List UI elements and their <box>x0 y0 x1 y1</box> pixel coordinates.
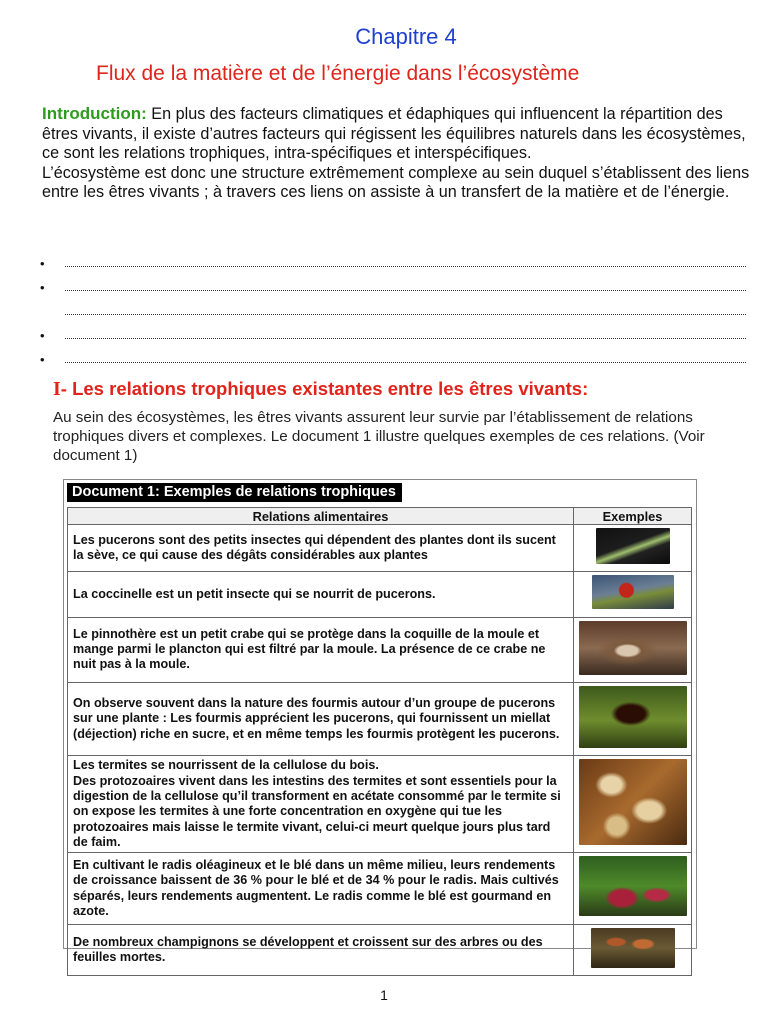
page-number: 1 <box>380 987 388 1003</box>
dotted-answer-line <box>65 290 746 291</box>
section-heading-text: - Les relations trophiques existantes entre les êtres vivants: <box>60 378 589 399</box>
bullet-marker: • <box>40 328 45 343</box>
bullet-line <box>40 256 752 280</box>
bullet-line <box>40 328 752 352</box>
table-row <box>68 617 692 682</box>
bullet-line <box>40 352 752 376</box>
termites-photo <box>579 759 687 845</box>
example-cell <box>574 682 692 755</box>
relation-text: En cultivant le radis oléagineux et le blé dans un même milieu, leurs rendements de croissance baissent de 36 % pour le blé et de 34 % pour le radis. Mais cultivés séparés, leurs rendements augmentent. Le radis comme le blé est gourmand en azote. <box>68 853 574 924</box>
introduction-paragraph-1 <box>42 104 760 164</box>
mushrooms-photo <box>591 928 675 968</box>
relation-text: Les termites se nourrissent de la cellulose du bois. Des protozoaires vivent dans les intestins des termites et sont essentiels pour la digestion de la cellulose qu’il transforment en acétate consommé par le termite si on expose les termites à une forte concentration en oxygène qui tue les protozoaires mais laisse le termite vivant, celui-ci meurt quelque jours plus tard de faim. <box>68 756 574 853</box>
table-row <box>68 682 692 755</box>
example-cell <box>574 853 692 924</box>
dotted-answer-line <box>65 266 746 267</box>
radish-photo <box>579 856 687 916</box>
column-header-relations: Relations alimentaires <box>68 508 574 525</box>
introduction <box>42 104 760 203</box>
fill-in-bullet-list <box>40 256 752 376</box>
example-cell <box>574 924 692 975</box>
column-header-examples: Exemples <box>574 508 692 525</box>
section-paragraph: Au sein des écosystèmes, les êtres vivants assurent leur survie par l’établissement de relations trophiques divers et complexes. Le document 1 illustre quelques exemples de ces relations. (Voir document 1) <box>53 409 705 464</box>
document-1 <box>63 479 697 964</box>
dotted-answer-line <box>65 362 746 363</box>
section-heading <box>53 378 588 401</box>
bullet-marker: • <box>40 280 45 295</box>
table-header-row <box>68 508 692 525</box>
table-row <box>68 853 692 924</box>
example-cell <box>574 617 692 682</box>
introduction-label: Introduction: <box>42 104 147 123</box>
introduction-paragraph-2: L’écosystème est donc une structure extrêmement complexe au sein duquel s’établissent des liens entre les êtres vivants ; à travers ces liens on assiste à un transfert de la matière et de l’énergie. <box>42 163 750 201</box>
bullet-line <box>40 280 752 304</box>
bullet-line <box>40 304 752 328</box>
ant-aphids-photo <box>579 686 687 748</box>
dotted-answer-line <box>65 338 746 339</box>
bullet-marker: • <box>40 256 45 271</box>
bullet-marker: • <box>40 352 45 367</box>
example-cell <box>574 756 692 853</box>
aphids-photo <box>596 528 670 564</box>
relation-text: La coccinelle est un petit insecte qui se nourrit de pucerons. <box>68 572 574 617</box>
example-cell <box>574 572 692 617</box>
example-cell <box>574 525 692 572</box>
chapter-heading: Chapitre 4 <box>355 24 457 49</box>
relations-table <box>67 507 692 976</box>
ladybug-photo <box>592 575 674 609</box>
relation-text: Les pucerons sont des petits insectes qui dépendent des plantes dont ils sucent la sève, ce qui cause des dégâts considérables aux plantes <box>68 525 574 572</box>
relation-text: On observe souvent dans la nature des fourmis autour d’un groupe de pucerons sur une plante : Les fourmis apprécient les pucerons, qui fournissent un miellat (déjection) riche en sucre, et en même temps les fourmis protègent les pucerons. <box>68 682 574 755</box>
introduction-text-1: En plus des facteurs climatiques et édaphiques qui influencent la répartition des êtres vivants, il existe d’autres facteurs qui régissent les équilibres naturels dans les écosystèmes, ce sont les relations trophiques, intra-spécifiques et interspécifiques. <box>42 105 746 162</box>
document-title: Document 1: Exemples de relations trophiques <box>67 483 402 502</box>
table-row <box>68 572 692 617</box>
table-row <box>68 525 692 572</box>
relation-text: Le pinnothère est un petit crabe qui se protège dans la coquille de la moule et mange parmi le plancton qui est filtré par la moule. La présence de ce crabe ne nuit pas à la moule. <box>68 617 574 682</box>
relation-text: De nombreux champignons se développent et croissent sur des arbres ou des feuilles mortes. <box>68 924 574 975</box>
table-row <box>68 924 692 975</box>
table-row <box>68 756 692 853</box>
chapter-title: Flux de la matière et de l’énergie dans l’écosystème <box>96 62 580 85</box>
section-number: I <box>53 378 61 400</box>
crab-mussel-photo <box>579 621 687 675</box>
dotted-answer-line <box>65 314 746 315</box>
